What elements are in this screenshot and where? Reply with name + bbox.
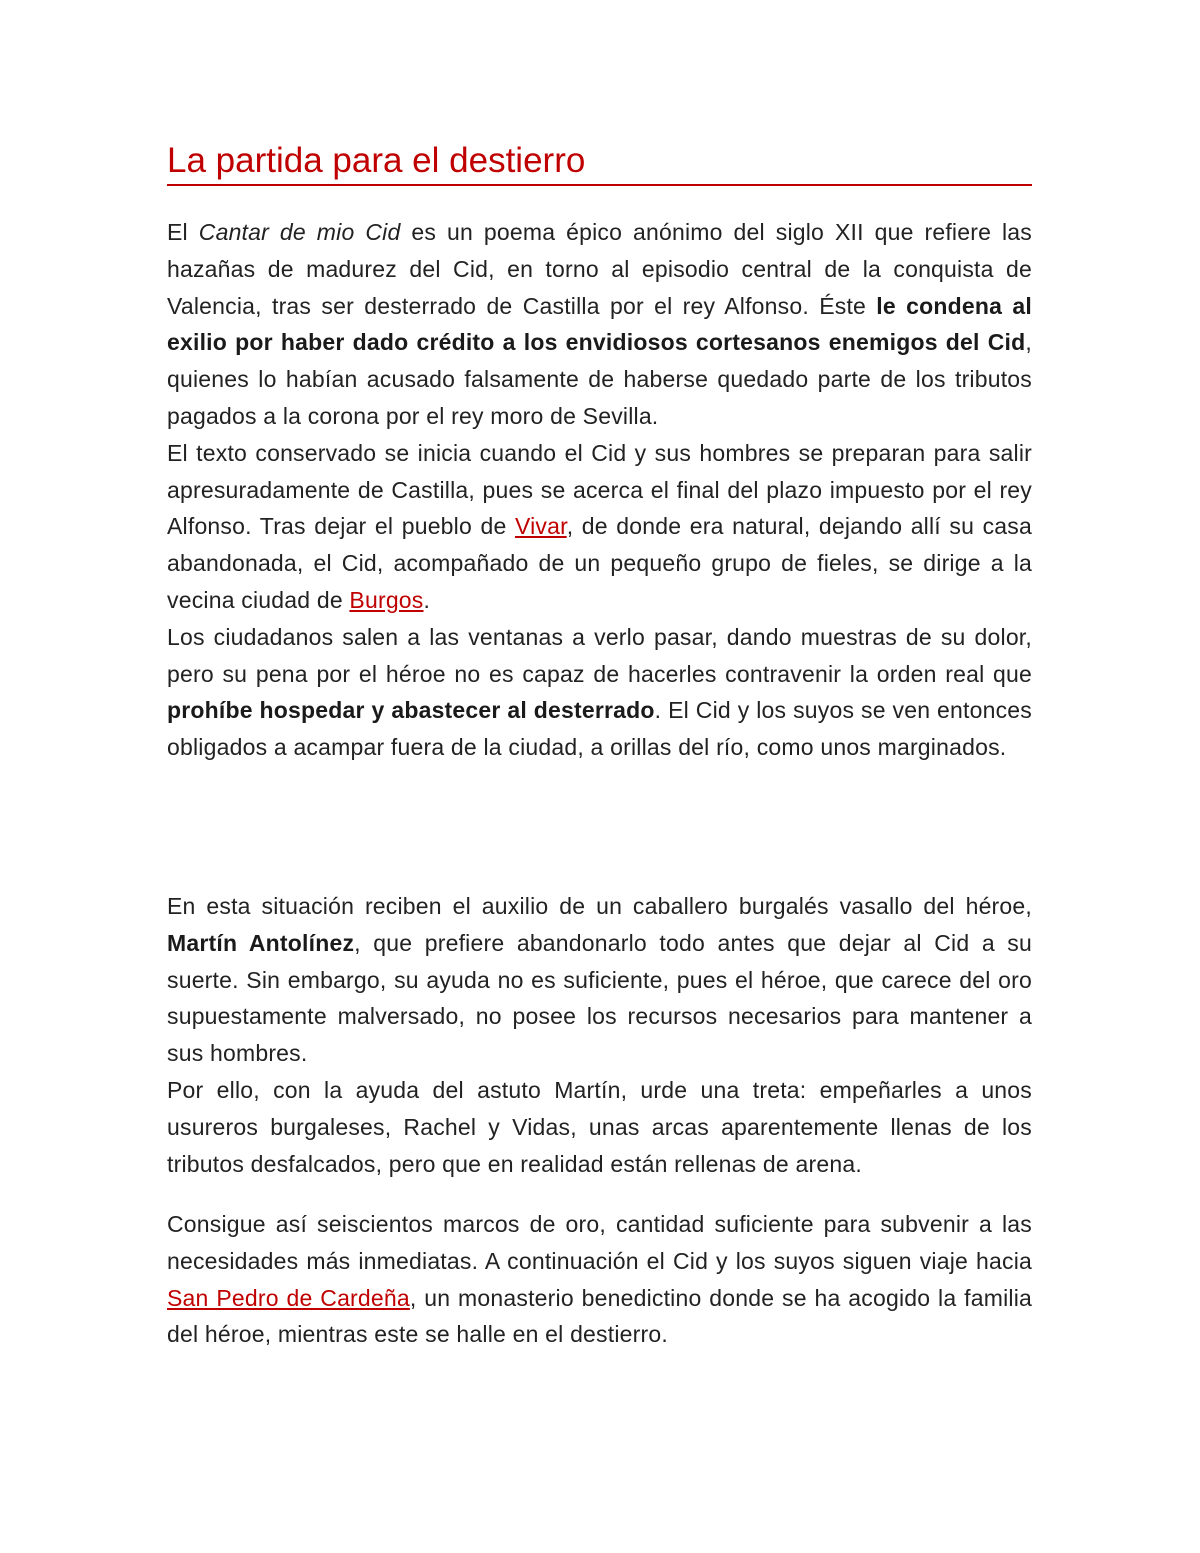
paragraph-departure: El texto conservado se inicia cuando el Cid y sus hombres se preparan para salir apresuradamente de Castilla, pues se acerca el final del plazo impuesto por el rey Alfonso. Tras dejar el pueblo de Vivar, de donde era natural, dejando allí su casa abandonada, el Cid, acompañado de un pequeño grupo de fieles, se dirige a la vecina ciudad de Burgos. <box>167 439 1032 613</box>
paragraph-cardena: Consigue así seiscientos marcos de oro, cantidad suficiente para subvenir a las necesidades más inmediatas. A continuación el Cid y los suyos siguen viaje hacia San Pedro de Cardeña, un monasterio benedictino donde se ha acogido la familia del héroe, mientras este se halle en el destierro. <box>167 1211 1032 1348</box>
work-title: Cantar de mio Cid <box>198 219 401 245</box>
section-3 <box>167 1206 1032 1353</box>
title-underline <box>167 184 1032 186</box>
paragraph-citizens: Los ciudadanos salen a las ventanas a verlo pasar, dando muestras de su dolor, pero su pena por el héroe no es capaz de hacerles contravenir la orden real que prohíbe hospedar y abastecer al desterrado. El Cid y los suyos se ven entonces obligados a acampar fuera de la ciudad, a orillas del río, como unos marginados. <box>167 623 1032 761</box>
emphasis-martin-antolinez: Martín Antolínez <box>167 929 355 956</box>
paragraph-martin-antolinez: En esta situación reciben el auxilio de un caballero burgalés vasallo del héroe, Martín Antolínez, que prefiere abandonarlo todo antes que dejar al Cid a su suerte. Sin embargo, su ayuda no es suficiente, pues el héroe, que carece del oro supuestamente malversado, no posee los recursos necesarios para mantener a sus hombres. <box>167 893 1033 1067</box>
paragraph-treta: Por ello, con la ayuda del astuto Martín, urde una treta: empeñarles a unos usureros burgaleses, Rachel y Vidas, unas arcas aparentemente llenas de los tributos desfalcados, pero que en realidad están rellenas de arena. <box>167 1076 1032 1177</box>
link-vivar[interactable]: Vivar <box>514 513 567 540</box>
section-1 <box>167 214 1032 766</box>
link-burgos[interactable]: Burgos <box>349 586 424 613</box>
paragraph-cantar-intro: El Cantar de mio Cid es un poema épico anónimo del siglo XII que refiere las hazañas de madurez del Cid, en torno al episodio central de la conquista de Valencia, tras ser desterrado de Castilla por el rey Alfonso. Éste le condena al exilio por haber dado crédito a los envidiosos cortesanos enemigos del Cid, quienes lo habían acusado falsamente de haberse quedado parte de los tributos pagados a la corona por el rey moro de Sevilla. <box>167 219 1032 429</box>
emphasis-royal-order: prohíbe hospedar y abastecer al desterrado <box>167 697 655 724</box>
page-title: La partida para el destierro <box>167 141 586 180</box>
link-san-pedro-de-cardena[interactable]: San Pedro de Cardeña <box>167 1284 410 1311</box>
emphasis-exile-reason: le condena al exilio por haber dado crédito a los envidiosos cortesanos enemigos del Cid <box>167 292 1032 356</box>
section-2 <box>167 888 1032 1182</box>
